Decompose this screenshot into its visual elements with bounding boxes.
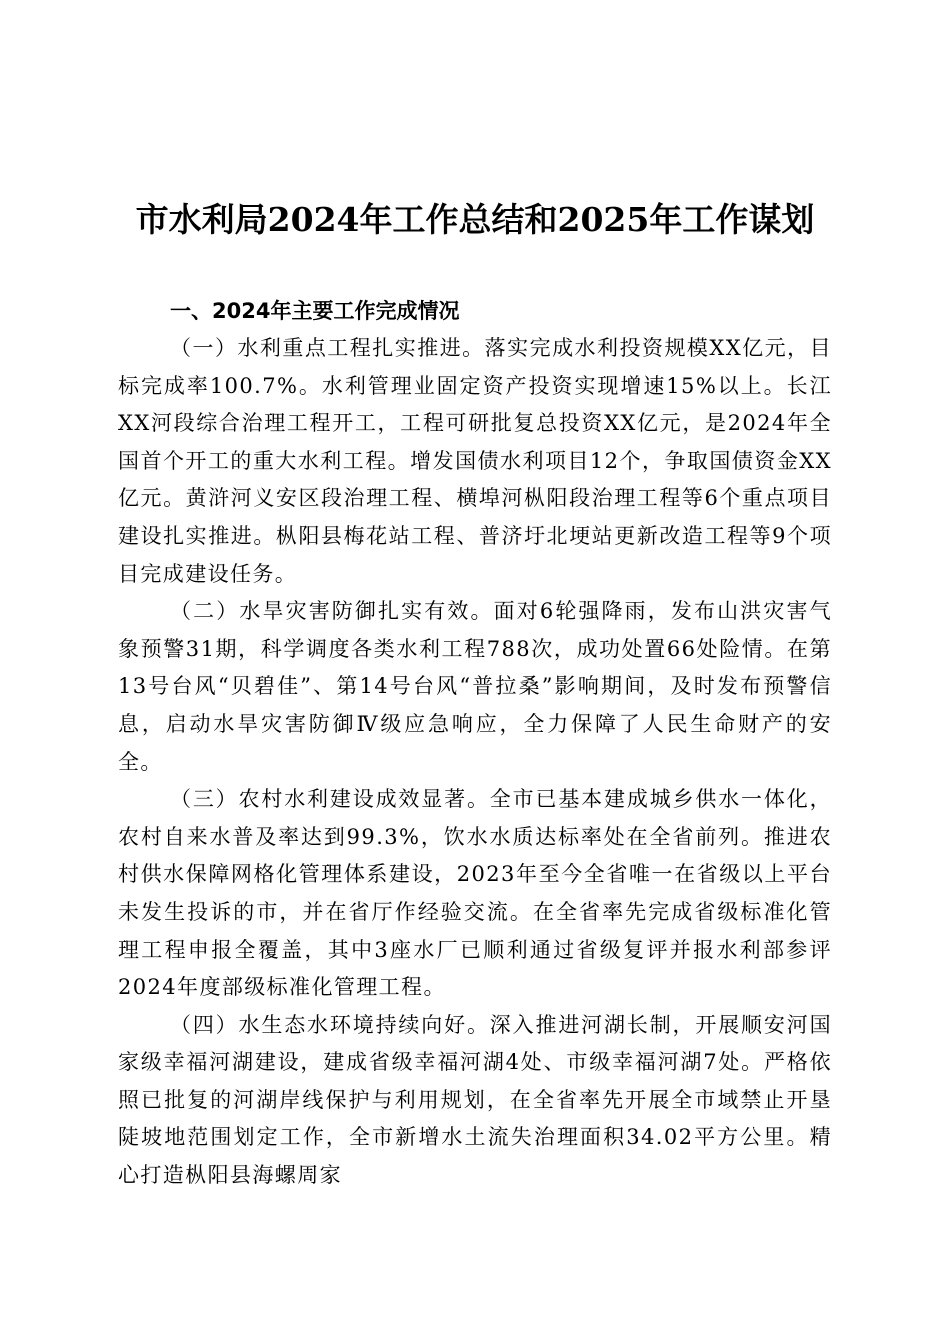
section-heading: 一、2024年主要工作完成情况 [170, 299, 460, 323]
paragraph-water-ecology: （四）水生态水环境持续向好。深入推进河湖长制，开展顺安河国家级幸福河湖建设，建成省级幸福河湖4处、市级幸福河湖7处。严格依照已批复的河湖岸线保护与利用规划，在全省率先开展全市域禁止开垦陡坡地范围划定工作，全市新增水土流失治理面积34.02平方公里。精心打造枞阳县海螺周家 [118, 1012, 832, 1188]
paragraph-key-projects: （一）水利重点工程扎实推进。落实完成水利投资规模XX亿元，目标完成率100.7%。水利管理业固定资产投资实现增速15%以上。长江XX河段综合治理工程开工，工程可研批复总投资XX亿元，是2024年全国首个开工的重大水利工程。增发国债水利项目12个，争取国债资金XX亿元。黄浒河义安区段治理工程、横埠河枞阳段治理工程等6个重点项目建设扎实推进。枞阳县梅花站工程、普济圩北埂站更新改造工程等9个项目完成建设任务。 [118, 336, 832, 586]
paragraph-flood-drought-defense: （二）水旱灾害防御扎实有效。面对6轮强降雨，发布山洪灾害气象预警31期，科学调度各类水利工程788次，成功处置66处险情。在第13号台风“贝碧佳”、第14号台风“普拉桑”影响期间，及时发布预警信息，启动水旱灾害防御Ⅳ级应急响应，全力保障了人民生命财产的安全。 [118, 599, 832, 774]
document-body [118, 292, 832, 1195]
document-title: 市水利局2024年工作总结和2025年工作谋划 [135, 200, 815, 239]
paragraph-rural-water: （三）农村水利建设成效显著。全市已基本建成城乡供水一体化，农村自来水普及率达到99.3%，饮水水质达标率处在全省前列。推进农村供水保障网格化管理体系建设，2023年至今全省唯一在省级以上平台未发生投诉的市，并在省厅作经验交流。在全省率先完成省级标准化管理工程申报全覆盖，其中3座水厂已顺利通过省级复评并报水利部参评2024年度部级标准化管理工程。 [118, 787, 832, 1000]
